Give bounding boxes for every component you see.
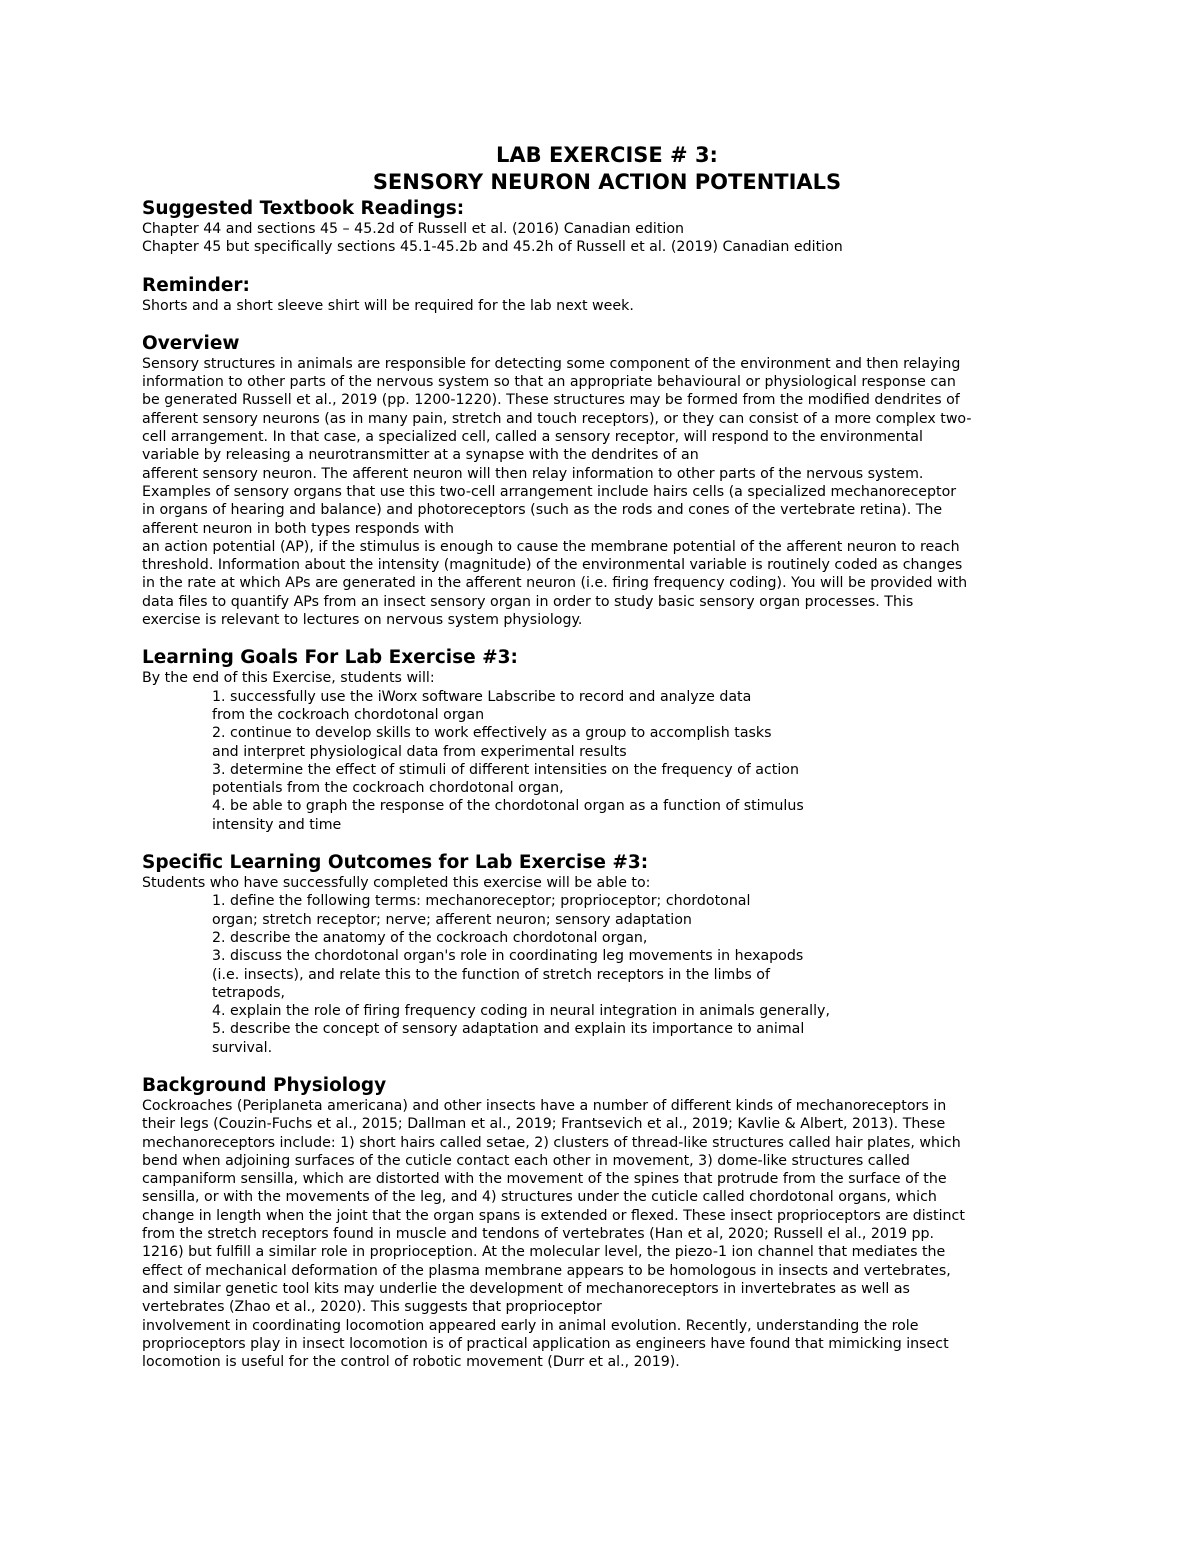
reminder-line: Shorts and a short sleeve shirt will be required for the lab next week.	[142, 297, 634, 314]
overview-line: cell arrangement. In that case, a specialized cell, called a sensory receptor, will respond to the environmental	[142, 429, 923, 446]
reminder-body	[142, 297, 1072, 315]
overview-body	[142, 355, 1072, 629]
background-line: from the stretch receptors found in muscle and tendons of vertebrates (Han et al, 2020; Russell el al., 2019 pp.	[142, 1226, 935, 1243]
outcomes-item: 1. define the following terms: mechanoreceptor; proprioceptor; chordotonal	[212, 893, 751, 910]
goals-item: from the cockroach chordotonal organ	[212, 706, 485, 723]
title-line-2: SENSORY NEURON ACTION POTENTIALS	[372, 170, 842, 194]
overview-line: afferent sensory neurons (as in many pain, stretch and touch receptors), or they can consist of a more complex two-	[142, 410, 972, 427]
background-line: sensilla, or with the movements of the leg, and 4) structures under the cuticle called chordotonal organs, which	[142, 1189, 937, 1206]
outcomes-body	[142, 874, 1072, 1057]
readings-heading: Suggested Textbook Readings:	[142, 198, 465, 219]
background-line: mechanoreceptors include: 1) short hairs called setae, 2) clusters of thread-like structures called hair plates, which	[142, 1134, 961, 1151]
readings-body	[142, 220, 1072, 257]
outcomes-item: tetrapods,	[212, 984, 285, 1001]
background-line: and similar genetic tool kits may underlie the development of mechanoreceptors in invertebrates as well as	[142, 1280, 910, 1297]
overview-line: information to other parts of the nervous system so that an appropriate behavioural or physiological response can	[142, 374, 956, 391]
background-line: their legs (Couzin-Fuchs et al., 2015; Dallman et al., 2019; Frantsevich et al., 2019; Kavlie & Albert, 2013). These	[142, 1116, 946, 1133]
goals-heading: Learning Goals For Lab Exercise #3:	[142, 647, 518, 669]
background-line: bend when adjoining surfaces of the cuticle contact each other in movement, 3) dome-like structures called	[142, 1152, 910, 1169]
overview-line: variable by releasing a neurotransmitter at a synapse with the dendrites of an	[142, 447, 699, 464]
overview-line: Examples of sensory organs that use this two-cell arrangement include hairs cells (a specialized mechanoreceptor	[142, 483, 957, 500]
goals-item: 4. be able to graph the response of the chordotonal organ as a function of stimulus	[212, 798, 804, 815]
overview-line: exercise is relevant to lectures on nervous system physiology.	[142, 612, 583, 629]
background-line: proprioceptors play in insect locomotion is of practical application as engineers have found that mimicking insect	[142, 1335, 949, 1352]
overview-line: afferent sensory neuron. The afferent neuron will then relay information to other parts of the nervous system.	[142, 465, 924, 482]
outcomes-item: organ; stretch receptor; nerve; afferent neuron; sensory adaptation	[212, 911, 692, 928]
goals-item: 3. determine the effect of stimuli of different intensities on the frequency of action	[212, 761, 799, 778]
reminder-heading: Reminder:	[142, 274, 250, 296]
background-line: Cockroaches (Periplaneta americana) and other insects have a number of different kinds of mechanoreceptors in	[142, 1097, 947, 1114]
background-line: vertebrates (Zhao et al., 2020). This suggests that proprioceptor	[142, 1299, 602, 1316]
title-line-1: LAB EXERCISE # 3:	[496, 143, 718, 167]
goals-item: 2. continue to develop skills to work effectively as a group to accomplish tasks	[212, 725, 772, 742]
background-line: campaniform sensilla, which are distorted with the movement of the spines that protrude from the surface of the	[142, 1171, 947, 1188]
background-heading: Background Physiology	[142, 1074, 387, 1096]
outcomes-item: 4. explain the role of firing frequency coding in neural integration in animals generally,	[212, 1003, 830, 1020]
outcomes-item: (i.e. insects), and relate this to the function of stretch receptors in the limbs of	[212, 966, 770, 983]
background-line: involvement in coordinating locomotion appeared early in animal evolution. Recently, understanding the role	[142, 1317, 919, 1334]
outcomes-item: 5. describe the concept of sensory adaptation and explain its importance to animal	[212, 1021, 805, 1038]
overview-line: in organs of hearing and balance) and photoreceptors (such as the rods and cones of the vertebrate retina). The	[142, 502, 943, 519]
outcomes-item: 3. discuss the chordotonal organ's role in coordinating leg movements in hexapods	[212, 948, 804, 965]
outcomes-item: 2. describe the anatomy of the cockroach chordotonal organ,	[212, 929, 648, 946]
goals-body	[142, 669, 1072, 834]
overview-line: afferent neuron in both types responds with	[142, 520, 455, 537]
overview-line: in the rate at which APs are generated in the afferent neuron (i.e. firing frequency coding). You will be provided with	[142, 575, 968, 592]
background-line: locomotion is useful for the control of robotic movement (Durr et al., 2019).	[142, 1354, 680, 1371]
outcomes-item: survival.	[212, 1039, 273, 1056]
readings-line: Chapter 44 and sections 45 – 45.2d of Russell et al. (2016) Canadian edition	[142, 221, 684, 237]
overview-line: Sensory structures in animals are responsible for detecting some component of the environment and then relaying	[142, 355, 961, 372]
goals-item: and interpret physiological data from experimental results	[212, 743, 627, 760]
overview-line: an action potential (AP), if the stimulus is enough to cause the membrane potential of the afferent neuron to reach	[142, 538, 960, 555]
goals-intro: By the end of this Exercise, students will:	[142, 670, 435, 687]
outcomes-heading: Specific Learning Outcomes for Lab Exercise #3:	[142, 852, 649, 874]
goals-item: 1. successfully use the iWorx software Labscribe to record and analyze data	[212, 688, 752, 705]
overview-line: be generated Russell et al., 2019 (pp. 1200-1220). These structures may be formed from the modified dendrites of	[142, 392, 960, 409]
background-line: effect of mechanical deformation of the plasma membrane appears to be homologous in insects and vertebrates,	[142, 1262, 951, 1279]
background-body	[142, 1097, 1072, 1371]
overview-line: data files to quantify APs from an insect sensory organ in order to study basic sensory organ processes. This	[142, 593, 914, 610]
readings-line: Chapter 45 but specifically sections 45.1-45.2b and 45.2h of Russell et al. (2019) Canadian edition	[142, 239, 843, 256]
overview-heading: Overview	[142, 332, 240, 354]
goals-item: intensity and time	[212, 816, 342, 833]
background-line: 1216) but fulfill a similar role in proprioception. At the molecular level, the piezo-1 ion channel that mediates the	[142, 1244, 946, 1261]
background-line: change in length when the joint that the organ spans is extended or flexed. These insect proprioceptors are distinct	[142, 1207, 965, 1224]
overview-line: threshold. Information about the intensity (magnitude) of the environmental variable is routinely coded as changes	[142, 557, 963, 574]
document-page	[142, 142, 1072, 1371]
outcomes-intro: Students who have successfully completed this exercise will be able to:	[142, 875, 651, 892]
goals-item: potentials from the cockroach chordotonal organ,	[212, 780, 564, 797]
